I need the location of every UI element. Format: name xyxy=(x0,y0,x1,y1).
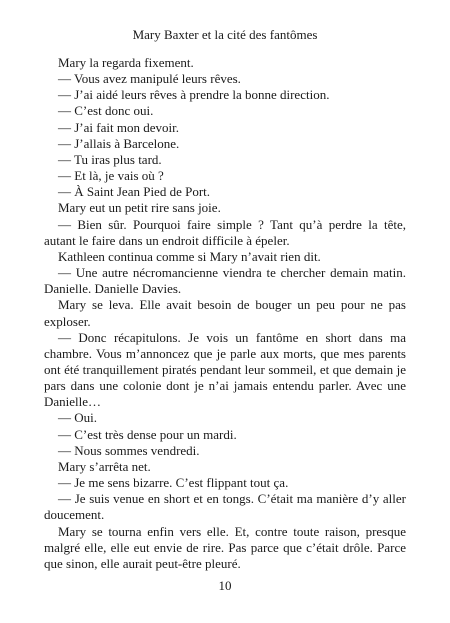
page-number: 10 xyxy=(218,578,232,593)
paragraph: Kathleen continua comme si Mary n’avait rien dit. xyxy=(58,248,321,264)
running-header: Mary Baxter et la cité des fantômes xyxy=(132,27,318,42)
paragraph: — Oui. xyxy=(58,410,97,426)
paragraph: Mary se leva. Elle avait besoin de bouger un peu pour ne pas exploser. xyxy=(44,297,406,329)
paragraph: — À Saint Jean Pied de Port. xyxy=(58,184,211,200)
paragraph: — Bien sûr. Pourquoi faire simple ? Tant qu’à perdre la tête, autant le faire dans un endroit difficile à épeler. xyxy=(44,216,406,248)
paragraph: Mary s’arrêta net. xyxy=(58,458,151,474)
paragraph: — J’allais à Barcelone. xyxy=(58,135,180,151)
paragraph: — Vous avez manipulé leurs rêves. xyxy=(58,71,241,87)
paragraph: — Une autre nécromancienne viendra te chercher demain matin. Danielle. Danielle Davies. xyxy=(44,265,406,297)
paragraph: — Tu iras plus tard. xyxy=(58,151,162,167)
paragraph: Mary la regarda fixement. xyxy=(58,55,194,70)
paragraph: — Donc récapitulons. Je vois un fantôme en short dans ma chambre. Vous m’annoncez que je parle aux morts, que mes parents ont été tranquillement piratés pendant leur sommeil, et que demain je pars dans une colonie dont je n’ai jamais entendu parler. Avec une Danielle… xyxy=(44,329,406,410)
paragraph: — J’ai fait mon devoir. xyxy=(58,119,179,135)
paragraph: — Nous sommes vendredi. xyxy=(58,442,200,458)
paragraph: — J’ai aidé leurs rêves à prendre la bonne direction. xyxy=(58,87,330,103)
paragraph: — Je me sens bizarre. C’est flippant tout ça. xyxy=(58,475,289,491)
paragraph: — Et là, je vais où ? xyxy=(58,168,164,184)
paragraph: — Je suis venue en short et en tongs. C’était ma manière d’y aller doucement. xyxy=(44,491,406,523)
page-body xyxy=(44,55,406,572)
paragraph: Mary se tourna enfin vers elle. Et, contre toute raison, presque malgré elle, elle eut envie de rire. Pas parce que c’était drôle. Parce que sinon, elle aurait peut-être pleuré. xyxy=(44,523,406,571)
paragraph: — C’est très dense pour un mardi. xyxy=(58,426,237,442)
paragraph: Mary eut un petit rire sans joie. xyxy=(58,200,221,216)
paragraph: — C’est donc oui. xyxy=(58,103,154,119)
